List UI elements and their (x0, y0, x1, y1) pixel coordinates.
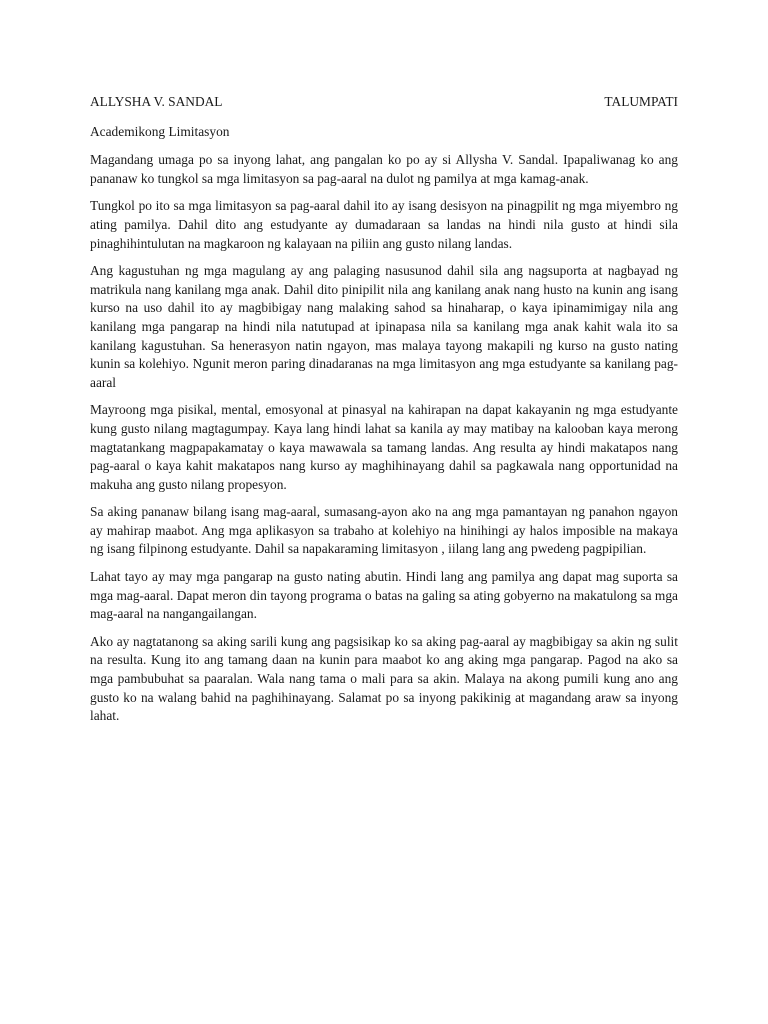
paragraph-5: Sa aking pananaw bilang isang mag-aaral, sumasang-ayon ako na ang mga pamantayan ng panahon ngayon ay mahirap maabot. Ang mga aplikasyon sa trabaho at kolehiyo na hinihingi ay halos imposible na makaya ng isang filpinong estudyante. Dahil sa napakaraming limitasyon , iilang lang ang pwedeng pagpipilian. (90, 504, 678, 557)
paragraph-3: Ang kagustuhan ng mga magulang ay ang palaging nasusunod dahil sila ang nagsuporta at nagbayad ng matrikula nang kanilang mga anak. Dahil dito pinipilit nila ang kanilang anak nang husto na kunin ang isang kurso na uso dahil ito ay magbibigay nang malaking sahod sa hinaharap, o kaya ipinamimigay nila ang kanilang mga pangarap na hindi nila natutupad at ipinapasa nila sa kanilang mga anak kahit wala ito sa kanilang kagustuhan. Sa henerasyon natin ngayon, mas malaya tayong makapili ng kurso na gusto nating kunin sa kolehiyo. Ngunit meron paring dinadaranas na mga limitasyon ang mga estudyante sa kanilang pag- aaral (90, 263, 678, 390)
paragraph-2: Tungkol po ito sa mga limitasyon sa pag-aaral dahil ito ay isang desisyon na pinagpilit ng mga miyembro ng ating pamilya. Dahil dito ang estudyante ay dumadaraan sa landas na hindi nila gusto at hindi sila pinaghihintulutan na magkaroon ng kalayaan na piliin ang gusto nilang landas. (90, 198, 678, 251)
document-subtitle: Academikong Limitasyon (90, 123, 230, 139)
document-type: TALUMPATI (604, 94, 678, 109)
paragraph-4: Mayroong mga pisikal, mental, emosyonal at pinasyal na kahirapan na dapat kakayanin ng mga estudyante kung gusto nilang magtagumpay. Kaya lang hindi lahat sa kanila ay may matibay na kalooban kaya merong magtatankang magpapakamatay o kaya mawawala sa tamang landas. Ang resulta ay hindi makatapos nang pag-aaral o kaya kahit makatapos nang kurso ay maghihinayang dahil sa pagkawala nang opportunidad na makuha ang gusto nilang propesyon. (90, 402, 678, 492)
document-header (90, 93, 678, 112)
paragraph-1: Magandang umaga po sa inyong lahat, ang pangalan ko po ay si Allysha V. Sandal. Ipapaliwanag ko ang pananaw ko tungkol sa mga limitasyon sa pag-aaral na dulot ng pamilya at mga kamag-anak. (90, 152, 678, 186)
paragraph-7: Ako ay nagtatanong sa aking sarili kung ang pagsisikap ko sa aking pag-aaral ay magbibigay sa akin ng sulit na resulta. Kung ito ang tamang daan na kunin para maabot ko ang aking mga pangarap. Pagod na ako sa mga pambubuhat sa paaralan. Wala nang tama o mali para sa akin. Malaya na akong pumili kung ano ang gusto ko na walang bahid na paghihinayang. Salamat po sa inyong pakikinig at magandang araw sa inyong lahat. (90, 633, 678, 724)
author-name: ALLYSHA V. SANDAL (90, 94, 223, 109)
document-page (90, 93, 678, 735)
paragraph-6: Lahat tayo ay may mga pangarap na gusto nating abutin. Hindi lang ang pamilya ang dapat mag suporta sa mga mag-aaral. Dapat meron din tayong programa o batas na galing sa ating gobyerno na makatulong sa mga mag-aaral na nangangailangan. (90, 569, 678, 622)
